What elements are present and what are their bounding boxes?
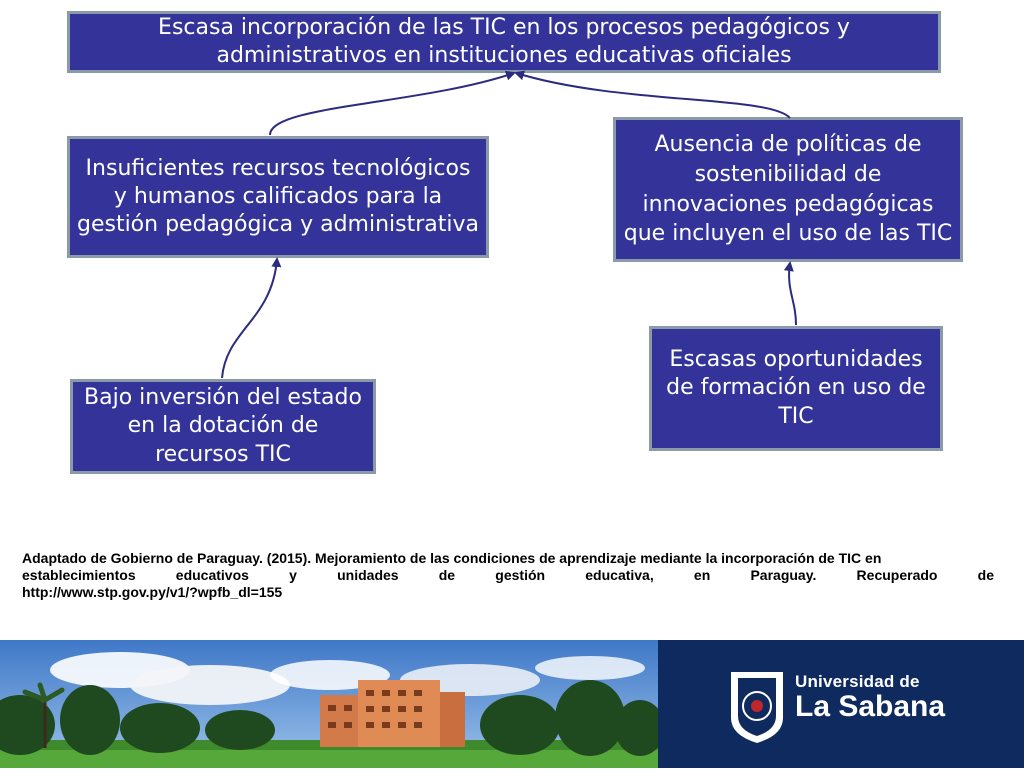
subcause-text-training: Escasas oportunidades de formación en uso de TIC <box>666 347 926 429</box>
campus-illustration <box>0 640 658 768</box>
brand-line-2: La Sabana <box>795 690 946 723</box>
subcause-text-investment: Bajo inversión del estado en la dotación de recursos TIC <box>84 385 362 467</box>
arrow-right-to-top <box>516 73 790 118</box>
citation-url: http://www.stp.gov.py/v1/?wpfb_dl=155 <box>22 584 283 600</box>
cause-text-policies: Ausencia de políticas de sostenibilidad de innovaciones pedagógicas que incluyen el uso de las TIC <box>623 132 953 247</box>
effect-text: Escasa incorporación de las TIC en los procesos pedagógicos y administrativos en instituciones educativas oficiales <box>158 14 850 68</box>
university-wordmark <box>795 672 945 724</box>
arrow-training-to-policies <box>789 263 796 325</box>
cause-text-resources: Insuficientes recursos tecnológicos y humanos calificados para la gestión pedagógica y administrativa <box>76 155 480 238</box>
campus-photo <box>0 640 658 768</box>
arrow-left-to-top <box>270 73 514 135</box>
citation-line-2: establecimientos educativos y unidades de gestión educativa, en Paraguay. Recuperado de <box>22 567 994 583</box>
citation-line-1: Adaptado de Gobierno de Paraguay. (2015). Mejoramiento de las condiciones de aprendizaje mediante la incorporación de TIC en <box>22 550 882 566</box>
brand-line-1: Universidad de <box>795 672 920 691</box>
arrow-investment-to-resources <box>222 259 277 378</box>
citation <box>22 550 994 601</box>
